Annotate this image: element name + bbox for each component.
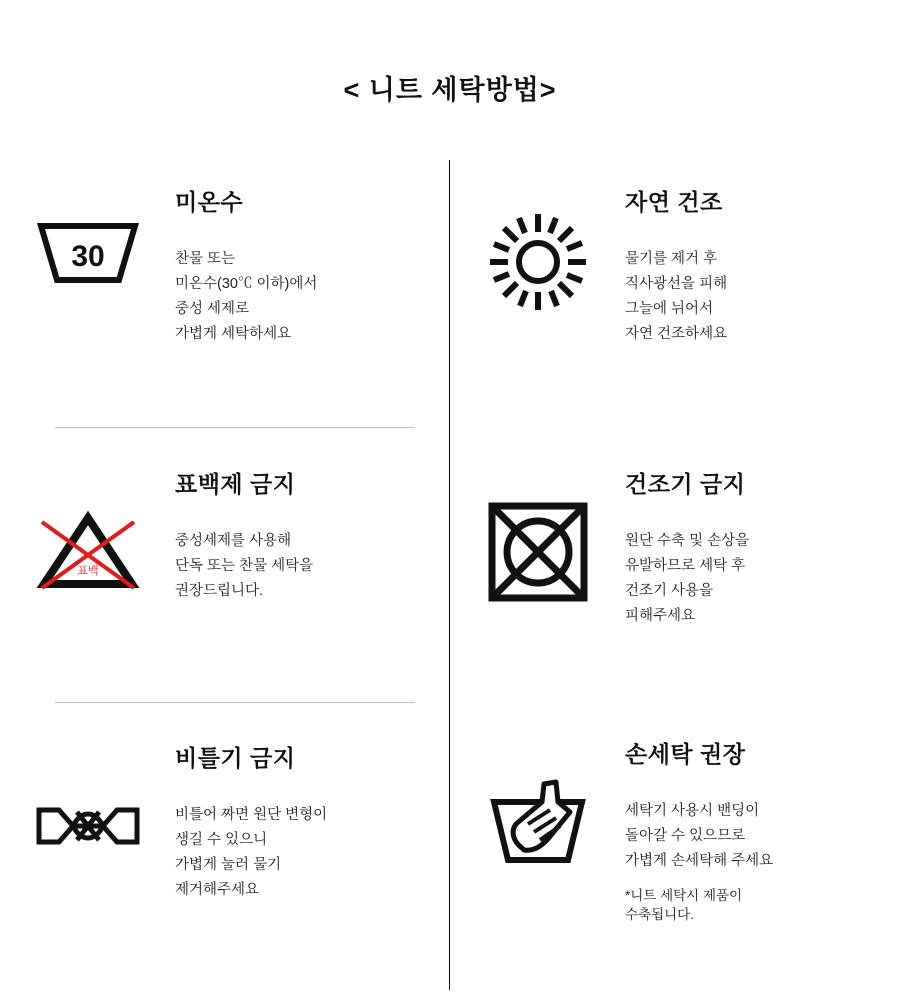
- no-wring-icon: [0, 720, 175, 854]
- item-line: 가볍게 손세탁해 주세요: [625, 853, 774, 869]
- item-note-line: *니트 세탁시 제품이: [625, 888, 743, 903]
- care-item-no-bleach: [0, 440, 450, 720]
- svg-text:30: 30: [70, 240, 105, 273]
- item-lines: [175, 247, 436, 347]
- divider-rule: [55, 702, 415, 703]
- care-instruction-grid: [0, 150, 900, 1000]
- item-line: 제거해주세요: [175, 882, 260, 898]
- hand-wash-icon: [450, 720, 625, 868]
- item-line: 그늘에 뉘어서: [625, 301, 714, 317]
- item-lines: [625, 247, 886, 347]
- item-line: 권장드립니다.: [175, 583, 264, 599]
- item-line: 피해주세요: [625, 608, 696, 624]
- washtub-30-icon: [0, 150, 175, 288]
- care-item-natural-dry: [450, 150, 900, 440]
- item-line: 건조기 사용을: [625, 583, 714, 599]
- sun-icon: [450, 150, 625, 314]
- item-title: 미온수: [175, 189, 244, 215]
- item-line: 중성 세제로: [175, 301, 250, 317]
- item-line: 물기를 제거 후: [625, 251, 718, 267]
- item-lines: [625, 529, 886, 629]
- item-title: 자연 건조: [625, 189, 723, 215]
- item-line: 가볍게 세탁하세요: [175, 326, 292, 342]
- care-item-no-wring: [0, 720, 450, 1000]
- care-item-warm-water: [0, 150, 450, 440]
- item-line: 원단 수축 및 손상을: [625, 533, 750, 549]
- item-lines: [625, 799, 886, 874]
- item-line: 가볍게 눌러 물기: [175, 857, 282, 873]
- care-item-hand-wash: [450, 720, 900, 1000]
- item-line: 생길 수 있으니: [175, 832, 268, 848]
- no-tumble-dry-icon: [450, 440, 625, 604]
- item-line: 세탁기 사용시 밴딩이: [625, 803, 760, 819]
- item-line: 찬물 또는: [175, 251, 236, 267]
- item-lines: [175, 529, 436, 604]
- item-title: 표백제 금지: [175, 471, 296, 497]
- item-title: 손세탁 권장: [625, 741, 746, 767]
- item-line: 자연 건조하세요: [625, 326, 728, 342]
- item-line: 돌아갈 수 있으므로: [625, 828, 746, 844]
- item-line: 유발하므로 세탁 후: [625, 558, 746, 574]
- item-note-line: 수축됩니다.: [625, 907, 694, 922]
- item-line: 단독 또는 찬물 세탁을: [175, 558, 314, 574]
- item-line: 미온수(30℃ 이하)에서: [175, 276, 318, 292]
- item-title: 비틀기 금지: [175, 745, 296, 771]
- item-title: 건조기 금지: [625, 471, 746, 497]
- item-lines: [175, 803, 436, 903]
- item-line: 중성세제를 사용해: [175, 533, 292, 549]
- page-title: < 니트 세탁방법>: [343, 75, 557, 105]
- item-line: 직사광선을 피해: [625, 276, 728, 292]
- care-item-no-tumble-dry: [450, 440, 900, 720]
- no-bleach-triangle-icon: [0, 440, 175, 596]
- divider-rule: [55, 427, 415, 428]
- icon-label: 표백: [76, 565, 99, 577]
- item-note: [625, 886, 886, 924]
- item-line: 비틀어 짜면 원단 변형이: [175, 807, 328, 823]
